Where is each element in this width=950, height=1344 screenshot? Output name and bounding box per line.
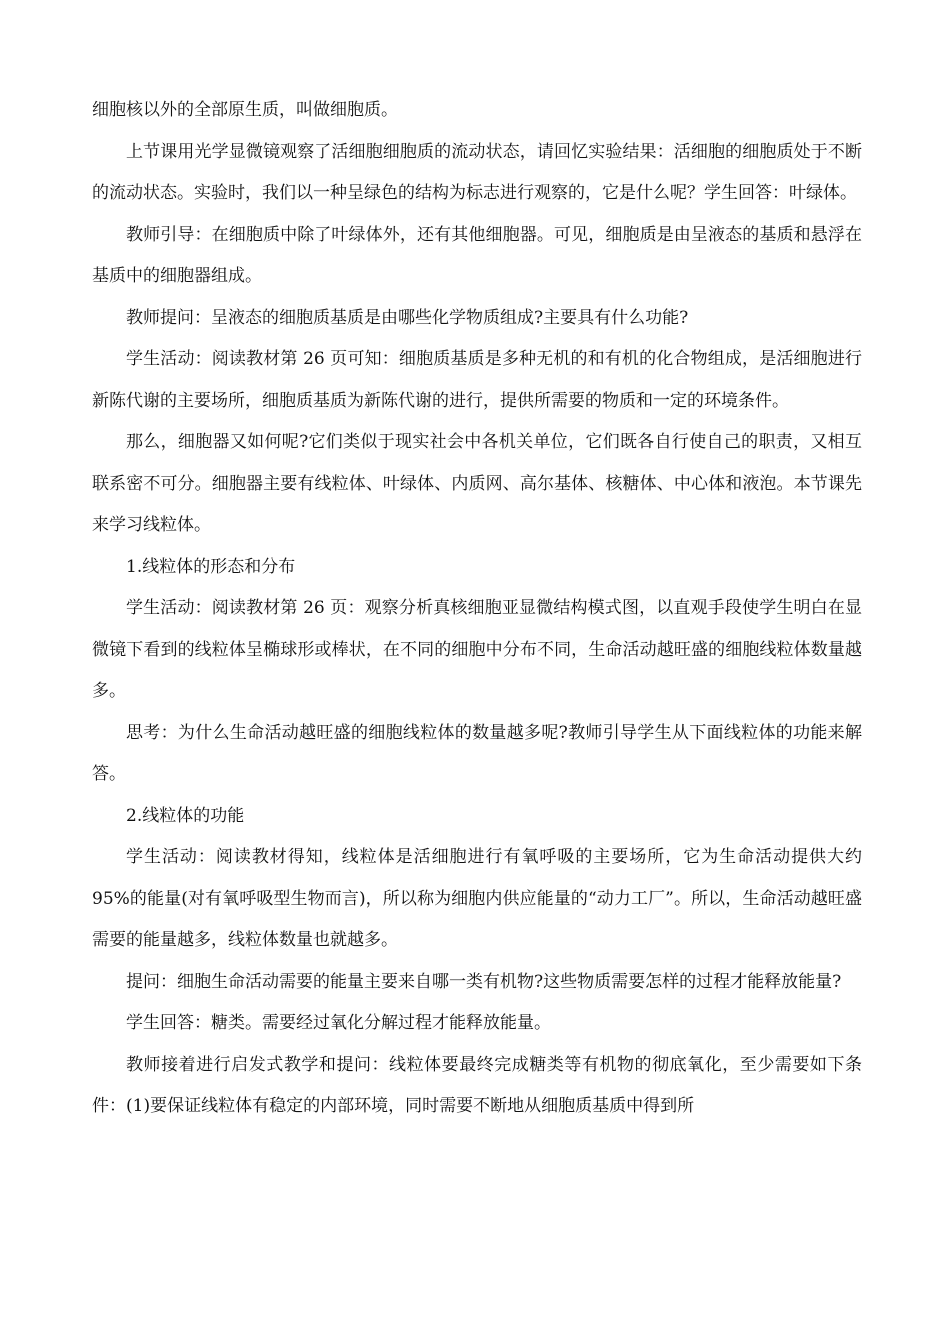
- paragraph: 教师提问：呈液态的细胞质基质是由哪些化学物质组成?主要具有什么功能?: [126, 307, 689, 328]
- paragraph: 那么，细胞器又如何呢?它们类似于现实社会中各机关单位，它们既各自行使自己的职责，又相互联系密不可分。细胞器主要有线粒体、叶绿体、内质网、高尔基体、核糖体、中心体和液泡。本节课先来学习线粒体。: [92, 432, 862, 535]
- paragraph: 学生活动：阅读教材第 26 页可知：细胞质基质是多种无机的和有机的化合物组成，是活细胞进行新陈代谢的主要场所，细胞质基质为新陈代谢的进行，提供所需要的物质和一定的环境条件。: [92, 349, 862, 411]
- paragraph: 思考：为什么生命活动越旺盛的细胞线粒体的数量越多呢?教师引导学生从下面线粒体的功能来解答。: [92, 722, 862, 784]
- paragraph: 细胞核以外的全部原生质，叫做细胞质。: [92, 100, 398, 120]
- paragraph: 教师接着进行启发式教学和提问：线粒体要最终完成糖类等有机物的彻底氧化，至少需要如下条件：(1)要保证线粒体有稳定的内部环境，同时需要不断地从细胞质基质中得到所: [92, 1054, 862, 1116]
- document-body: [92, 90, 862, 1128]
- section-heading: 1.线粒体的形态和分布: [126, 556, 296, 577]
- section-heading: 2.线粒体的功能: [126, 805, 245, 826]
- paragraph: 上节课用光学显微镜观察了活细胞细胞质的流动状态，请回忆实验结果：活细胞的细胞质处于不断的流动状态。实验时，我们以一种呈绿色的结构为标志进行观察的，它是什么呢？学生回答：叶绿体。: [92, 141, 862, 203]
- paragraph: 提问：细胞生命活动需要的能量主要来自哪一类有机物?这些物质需要怎样的过程才能释放能量?: [126, 971, 842, 992]
- paragraph: 学生活动：阅读教材得知，线粒体是活细胞进行有氧呼吸的主要场所，它为生命活动提供大约 95%的能量(对有氧呼吸型生物而言)，所以称为细胞内供应能量的“动力工厂”。所以，生命活动越旺盛需要的能量越多，线粒体数量也就越多。: [92, 847, 862, 950]
- paragraph: 学生活动：阅读教材第 26 页：观察分析真核细胞亚显微结构模式图，以直观手段使学生明白在显微镜下看到的线粒体呈椭球形或棒状，在不同的细胞中分布不同，生命活动越旺盛的细胞线粒体数量越多。: [92, 598, 862, 701]
- paragraph: 教师引导：在细胞质中除了叶绿体外，还有其他细胞器。可见，细胞质是由呈液态的基质和悬浮在基质中的细胞器组成。: [92, 224, 862, 286]
- paragraph: 学生回答：糖类。需要经过氧化分解过程才能释放能量。: [126, 1013, 551, 1033]
